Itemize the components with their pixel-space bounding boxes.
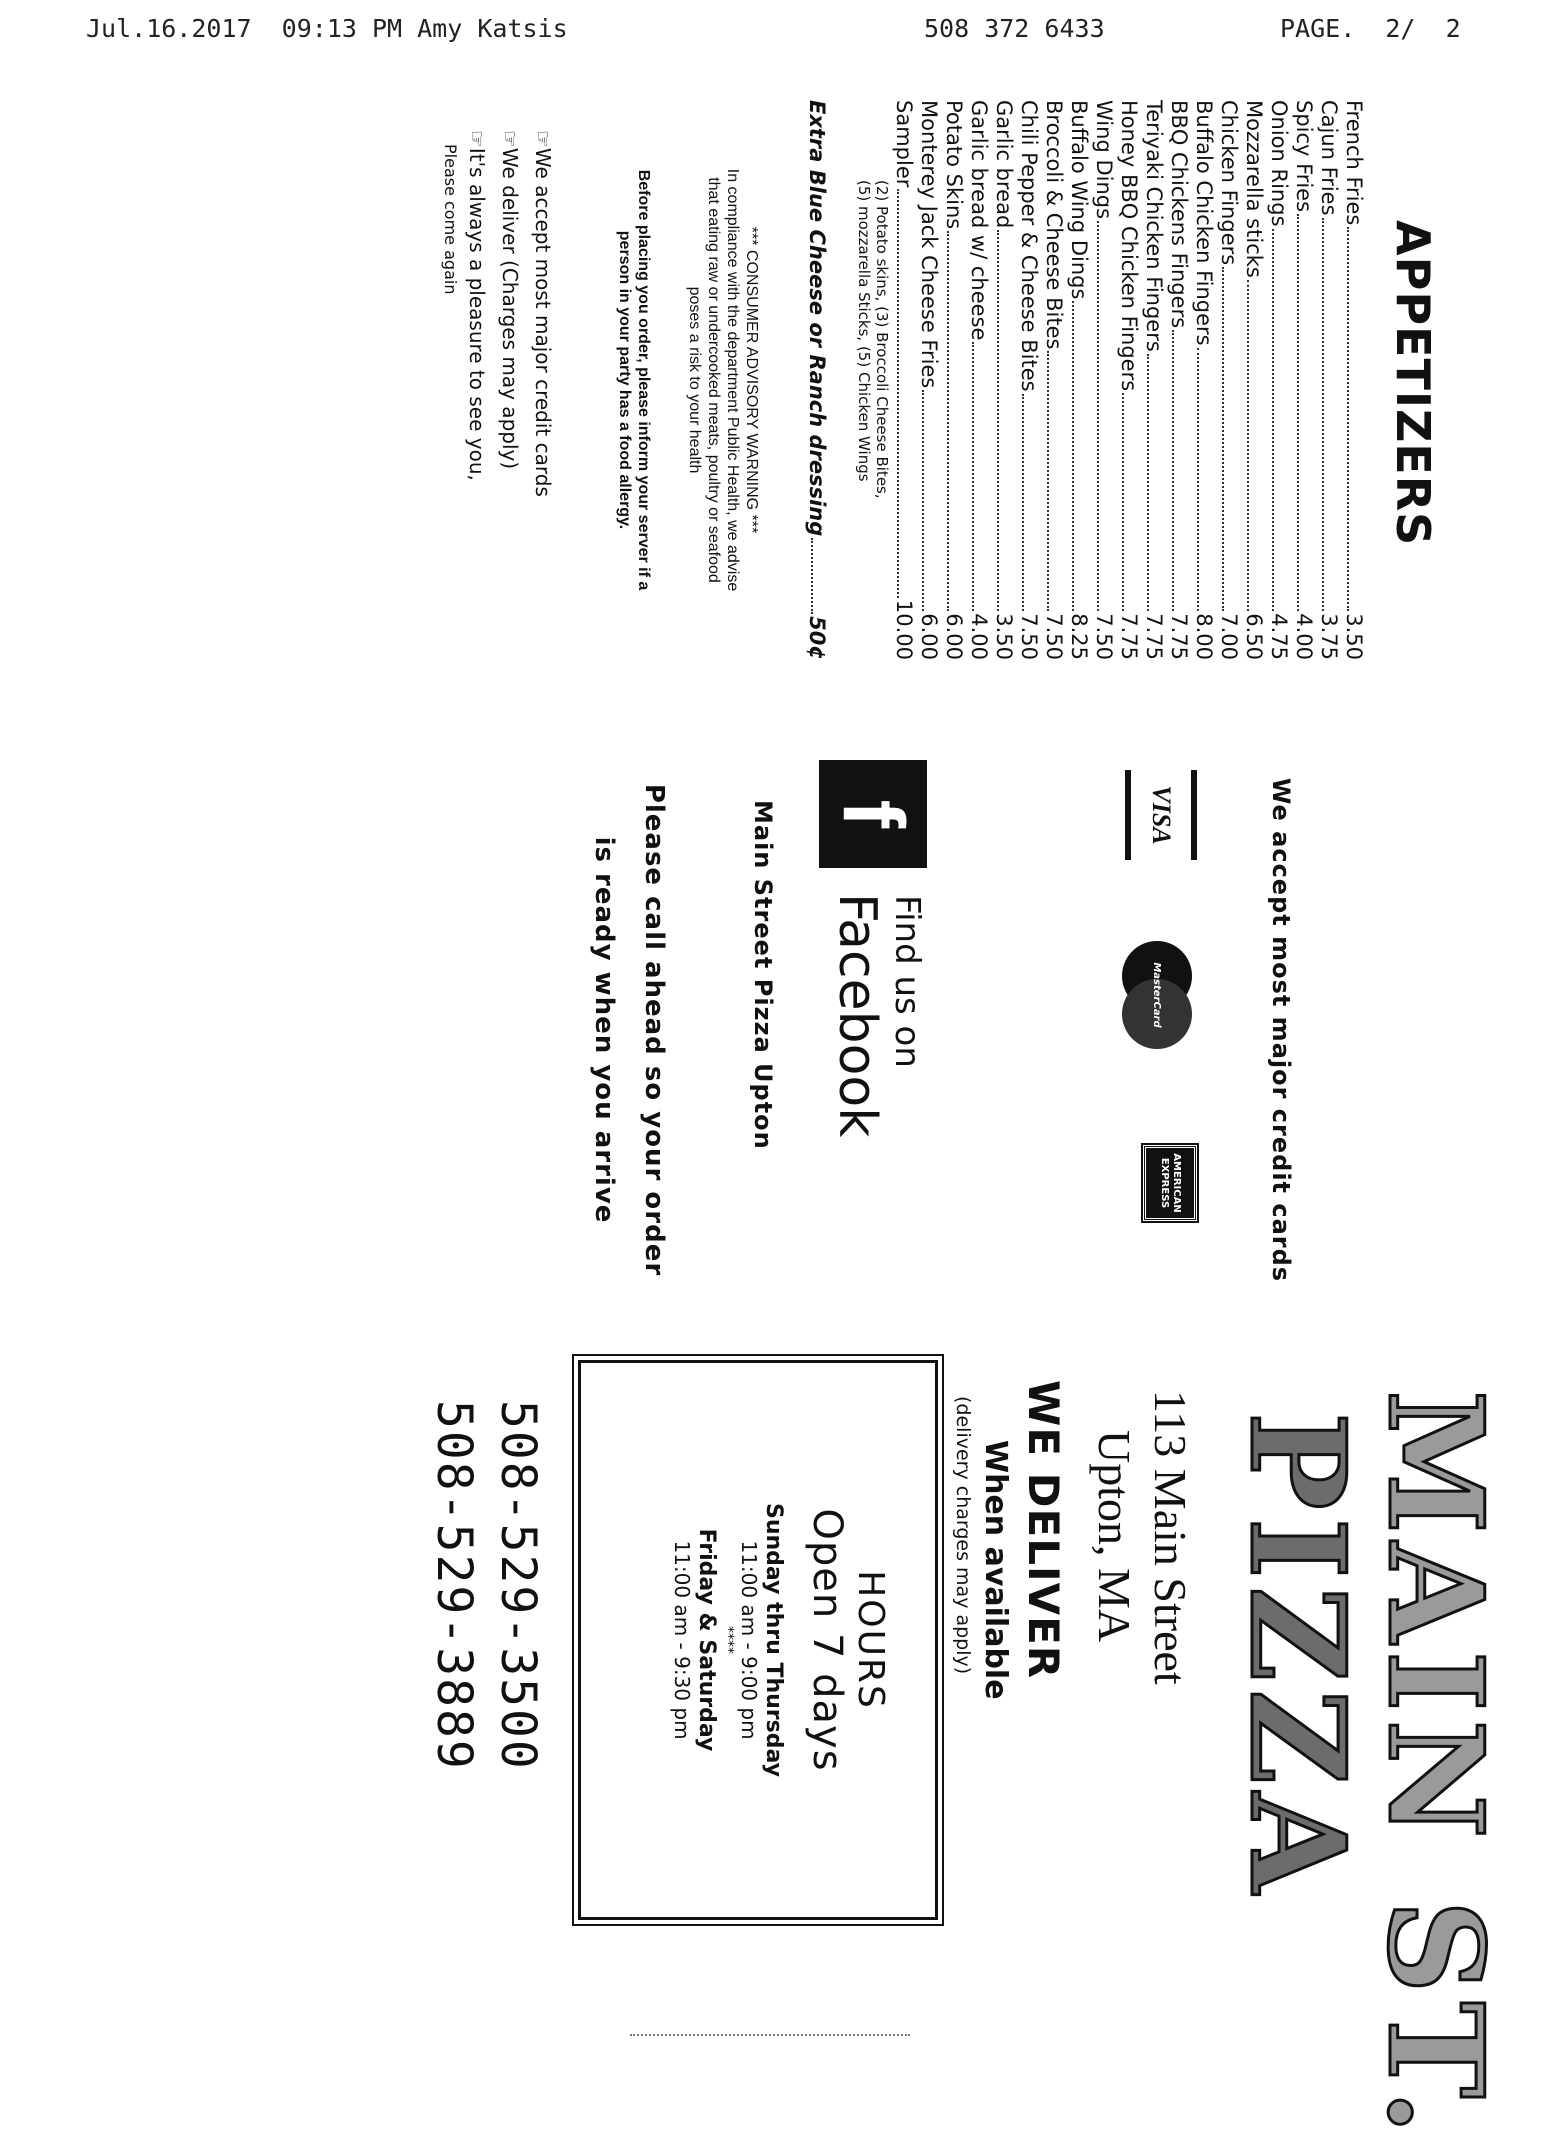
address-street: 113 Main Street bbox=[1145, 1390, 1196, 1685]
fax-header bbox=[0, 14, 1544, 44]
address-city: Upton, MA bbox=[1089, 1430, 1140, 1643]
menu-item: Potato Skins 6.00 bbox=[942, 100, 966, 660]
facebook-block bbox=[807, 760, 927, 1300]
hours-open-days: Open 7 days bbox=[804, 1508, 850, 1772]
appetizers-list bbox=[891, 100, 1366, 660]
scan-artifact-divider bbox=[630, 2034, 910, 2039]
sampler-note: (2) Potato skins, (3) Broccoli Cheese Bites, (5) mozzarella Sticks, (5) Chicken Wings bbox=[855, 180, 891, 499]
menu-item: Honey BBQ Chicken Fingers 7.75 bbox=[1117, 100, 1141, 660]
phone-number-1: 508-529-3500 bbox=[490, 1400, 546, 1771]
extra-dressing: Extra Blue Cheese or Ranch dressing 50¢ bbox=[805, 100, 829, 660]
credit-card-logos bbox=[1087, 760, 1197, 1300]
consumer-advisory: *** CONSUMER ADVISORY WARNING *** In compliance with the department Public Health, we advise that eating raw or undercooked meats, poultry or seafood poses a risk to your health bbox=[686, 168, 760, 592]
allergy-notice: Before placing you order, please inform your server if a person in your party has a food allergy. bbox=[616, 169, 652, 591]
delivery-charges-note: (delivery charges may apply) bbox=[952, 1396, 974, 1675]
facebook-find-text: Find us on bbox=[887, 895, 927, 1068]
delivery-availability: When available bbox=[978, 1440, 1013, 1700]
appetizers-section bbox=[441, 100, 1440, 660]
menu-item: Buffalo Chicken Fingers 8.00 bbox=[1192, 100, 1216, 660]
fax-datetime: Jul.16.2017 09:13 PM Amy Katsis bbox=[86, 14, 568, 43]
menu-item: Broccoli & Cheese Bites 7.50 bbox=[1042, 100, 1066, 660]
mastercard-logo: MasterCard bbox=[1117, 935, 1197, 1055]
hours-separator: **** bbox=[720, 1626, 736, 1654]
menu-item: Chicken Fingers 7.00 bbox=[1217, 100, 1241, 660]
menu-item: Sampler 10.00 bbox=[892, 100, 916, 660]
menu-item: Garlic bread w/ cheese 4.00 bbox=[967, 100, 991, 660]
phone-numbers bbox=[422, 1380, 550, 2030]
bullet-delivery: ☞We deliver (Charges may apply) bbox=[498, 130, 522, 470]
menu-item: Monterey Jack Cheese Fries 6.00 bbox=[917, 100, 941, 660]
logo-main-st: MAIN ST. bbox=[1359, 1390, 1512, 2143]
credit-cards-title: We accept most major credit cards bbox=[1267, 777, 1295, 1283]
visa-logo: VISA bbox=[1125, 770, 1197, 860]
menu-item: Cajun Fries 3.75 bbox=[1317, 100, 1341, 660]
bullet-come-again: Please come again bbox=[441, 144, 460, 295]
facebook-icon: f bbox=[819, 760, 927, 868]
hours-title: HOURS bbox=[850, 1570, 891, 1710]
facebook-page-name: Main Street Pizza Upton bbox=[749, 800, 777, 1150]
menu-item: Buffalo Wing Dings 8.25 bbox=[1067, 100, 1091, 660]
menu-item: Teriyaki Chicken Fingers 7.75 bbox=[1142, 100, 1166, 660]
menu-item: Chili Pepper & Cheese Bites 7.50 bbox=[1017, 100, 1041, 660]
hours-weekend-label: Friday & Saturday bbox=[694, 1528, 719, 1752]
info-bullets bbox=[440, 100, 559, 660]
menu-item: BBQ Chickens Fingers 7.75 bbox=[1167, 100, 1191, 660]
menu-item: Garlic bread 3.50 bbox=[992, 100, 1016, 660]
menu-item: French Fries 3.50 bbox=[1342, 100, 1366, 660]
fax-phone: 508 372 6433 bbox=[924, 14, 1105, 43]
hours-weekday-label: Sunday thru Thursday bbox=[761, 1503, 786, 1777]
hours-weekday-time: 11:00 am - 9:00 pm bbox=[737, 1540, 761, 1740]
menu-item: Onion Rings 4.75 bbox=[1267, 100, 1291, 660]
hours-box bbox=[578, 1360, 938, 1920]
brand-panel bbox=[80, 1380, 1512, 2143]
facebook-name: Facebook bbox=[827, 893, 887, 1138]
logo-pizza: PIZZA bbox=[1221, 1412, 1374, 1902]
menu-item: Spicy Fries 4.00 bbox=[1292, 100, 1316, 660]
bullet-credit-cards: ☞We accept most major credit cards bbox=[531, 130, 555, 497]
hours-weekend-time: 11:00 am - 9:30 pm bbox=[670, 1540, 694, 1740]
we-deliver-title: WE DELIVER bbox=[1019, 1380, 1068, 1680]
bullet-pleasure: ☞It's always a pleasure to see you, bbox=[465, 130, 489, 481]
middle-panel bbox=[235, 760, 1295, 1300]
american-express-logo: AMERICAN EXPRESS bbox=[1143, 1145, 1197, 1221]
address bbox=[1086, 1380, 1198, 2030]
menu-item: Wing Dings 7.50 bbox=[1092, 100, 1116, 660]
appetizers-title: APPETIZERS bbox=[1386, 220, 1440, 547]
menu-item: Mozzarella sticks 6.50 bbox=[1242, 100, 1266, 660]
fax-page-number: PAGE. 2/ 2 bbox=[1280, 14, 1461, 43]
phone-number-2: 508-529-3889 bbox=[426, 1400, 482, 1771]
call-ahead-note: Please call ahead so your order is ready when you arrive bbox=[589, 783, 669, 1277]
